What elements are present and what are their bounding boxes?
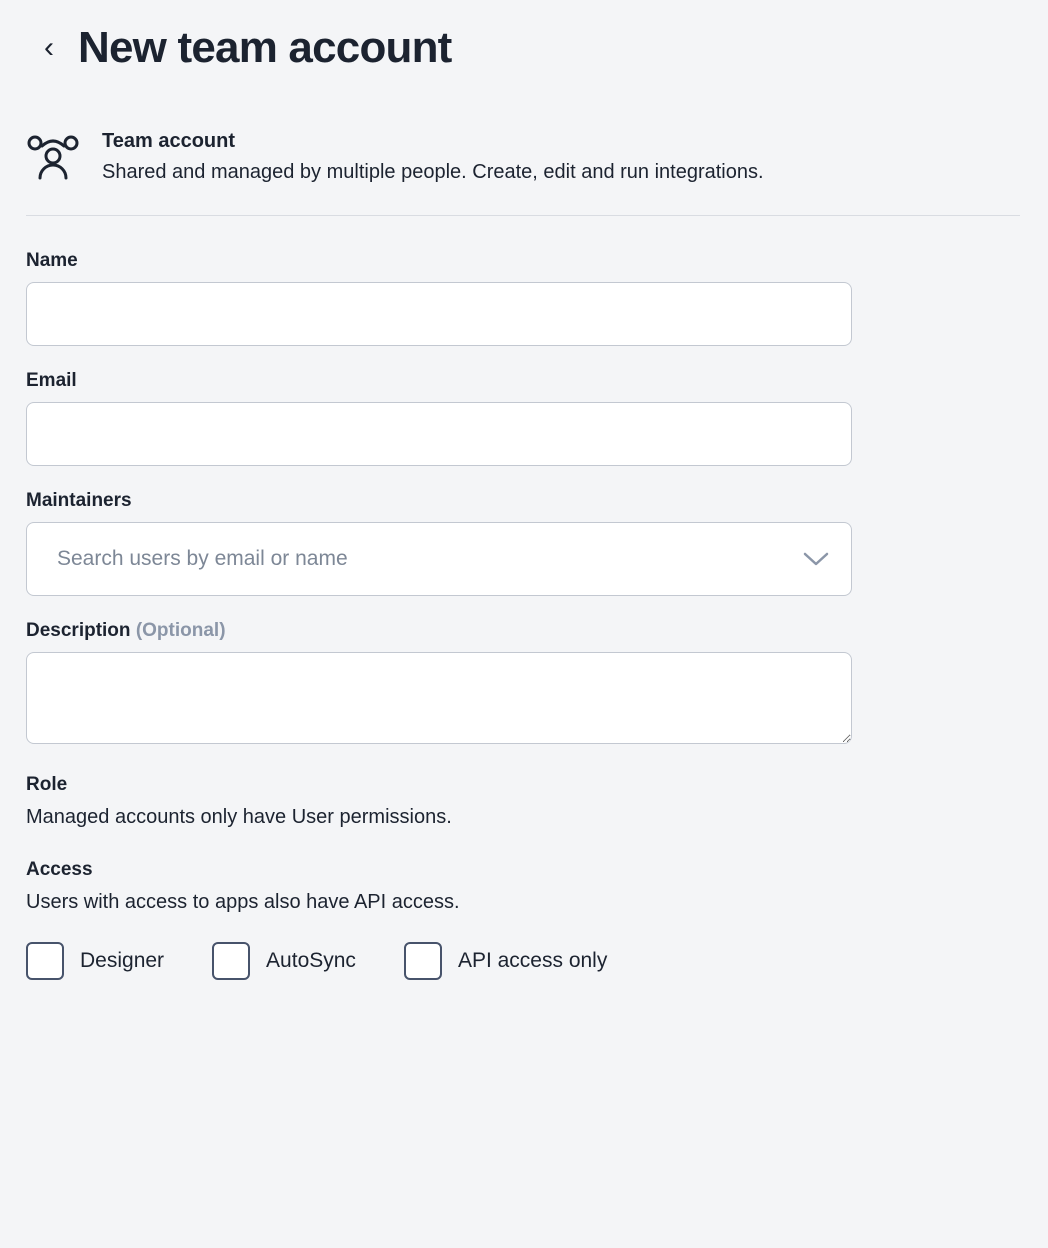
team-accounts-icon bbox=[26, 130, 82, 187]
description-textarea[interactable] bbox=[26, 652, 852, 744]
name-input[interactable] bbox=[26, 282, 852, 346]
access-section bbox=[26, 859, 1020, 980]
role-title: Role bbox=[26, 774, 68, 795]
email-label: Email bbox=[26, 370, 77, 391]
role-text: Managed accounts only have User permissions. bbox=[26, 806, 452, 828]
access-text: Users with access to apps also have API access. bbox=[26, 891, 460, 913]
checkbox-designer-label: Designer bbox=[80, 949, 165, 972]
maintainers-select-wrap bbox=[26, 522, 852, 596]
checkbox-api-access-only-box[interactable] bbox=[404, 942, 442, 980]
account-type-title: Team account bbox=[102, 130, 235, 152]
back-button[interactable]: ‹ bbox=[44, 31, 54, 64]
role-section bbox=[26, 774, 1020, 829]
field-description bbox=[26, 620, 1020, 744]
access-title: Access bbox=[26, 859, 93, 880]
checkbox-autosync[interactable] bbox=[212, 942, 356, 980]
field-email bbox=[26, 370, 1020, 466]
account-type-texts bbox=[102, 130, 764, 185]
page-header bbox=[0, 0, 1048, 80]
access-checkbox-row bbox=[26, 942, 1020, 980]
page-title: New team account bbox=[78, 23, 452, 72]
maintainers-label: Maintainers bbox=[26, 490, 132, 511]
description-label-text: Description bbox=[26, 620, 131, 641]
account-type-description: Shared and managed by multiple people. Create, edit and run integrations. bbox=[102, 161, 764, 183]
checkbox-api-access-only[interactable] bbox=[404, 942, 607, 980]
new-team-account-form bbox=[0, 216, 1048, 980]
checkbox-designer-box[interactable] bbox=[26, 942, 64, 980]
description-optional-tag: (Optional) bbox=[135, 620, 226, 641]
field-name bbox=[26, 250, 1020, 346]
checkbox-designer[interactable] bbox=[26, 942, 164, 980]
checkbox-api-access-only-label: API access only bbox=[457, 949, 608, 972]
checkbox-autosync-label: AutoSync bbox=[266, 949, 356, 972]
name-label: Name bbox=[26, 250, 78, 271]
account-type-banner bbox=[0, 80, 1048, 187]
description-label bbox=[26, 620, 1020, 642]
maintainers-search-input[interactable]: Search users by email or name bbox=[26, 522, 852, 596]
email-input[interactable] bbox=[26, 402, 852, 466]
checkbox-autosync-box[interactable] bbox=[212, 942, 250, 980]
field-maintainers bbox=[26, 490, 1020, 596]
